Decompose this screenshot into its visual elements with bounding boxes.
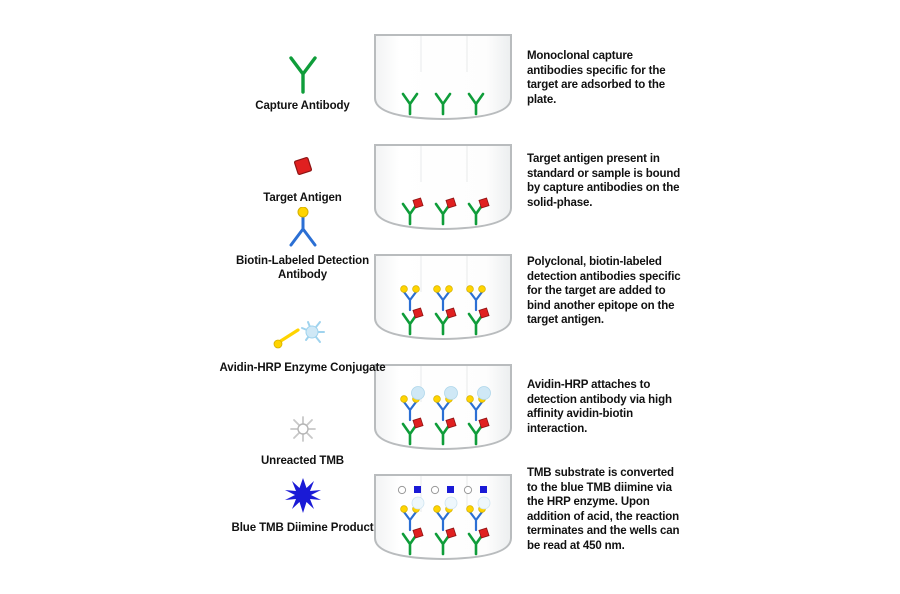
well-column (372, 0, 514, 594)
description-avidin-hrp: Avidin-HRP attaches to detection antibody via high affinity avidin-biotin interaction. (527, 379, 672, 435)
legend-label-target-antigen: Target Antigen (263, 192, 342, 204)
legend-item-blue-tmb-diimine (215, 472, 390, 536)
legend-label-unreacted-tmb: Unreacted TMB (260, 455, 345, 467)
legend-item-capture-antibody (215, 50, 390, 114)
well-avidin-hrp (372, 362, 514, 452)
well-capture-antibody (372, 32, 514, 122)
well-blue-tmb-diimine (372, 472, 514, 562)
legend-label-blue-tmb-diimine: Blue TMB Diimine Product (231, 522, 374, 534)
unreacted-tmb-icon (215, 405, 390, 453)
blue-tmb-diimine-product-icon (215, 472, 390, 520)
description-blue-tmb-diimine: TMB substrate is converted to the blue TMB diimine via the HRP enzyme. Upon addition of acid, the reaction terminates and the wells can be read at 450 nm. (527, 467, 680, 552)
legend-label-biotin-detection-antibody: Biotin-Labeled Detection Antibody (235, 255, 370, 281)
well-biotin-detection-antibody (372, 252, 514, 342)
legend-label-capture-antibody: Capture Antibody (255, 100, 350, 112)
description-biotin-detection-antibody: Polyclonal, biotin-labeled detection antibodies specific for the target are added to bind another epitope on the target antigen. (527, 256, 681, 327)
legend-item-biotin-detection-antibody (215, 205, 390, 282)
legend-item-target-antigen (215, 142, 390, 206)
legend-item-unreacted-tmb (215, 405, 390, 469)
well-target-antigen (372, 142, 514, 232)
capture-antibody-icon (215, 50, 390, 98)
description-target-antigen: Target antigen present in standard or sample is bound by capture antibodies on the solid-phase. (527, 153, 681, 209)
description-capture-antibody: Monoclonal capture antibodies specific for the target are adsorbed to the plate. (527, 50, 666, 106)
target-antigen-icon (215, 142, 390, 190)
legend-item-avidin-hrp (215, 312, 390, 376)
biotin-labeled-detection-antibody-icon (215, 205, 390, 253)
legend-label-avidin-hrp: Avidin-HRP Enzyme Conjugate (219, 362, 386, 374)
legend-column (215, 0, 390, 594)
description-column (527, 0, 687, 594)
avidin-hrp-enzyme-conjugate-icon (215, 312, 390, 360)
